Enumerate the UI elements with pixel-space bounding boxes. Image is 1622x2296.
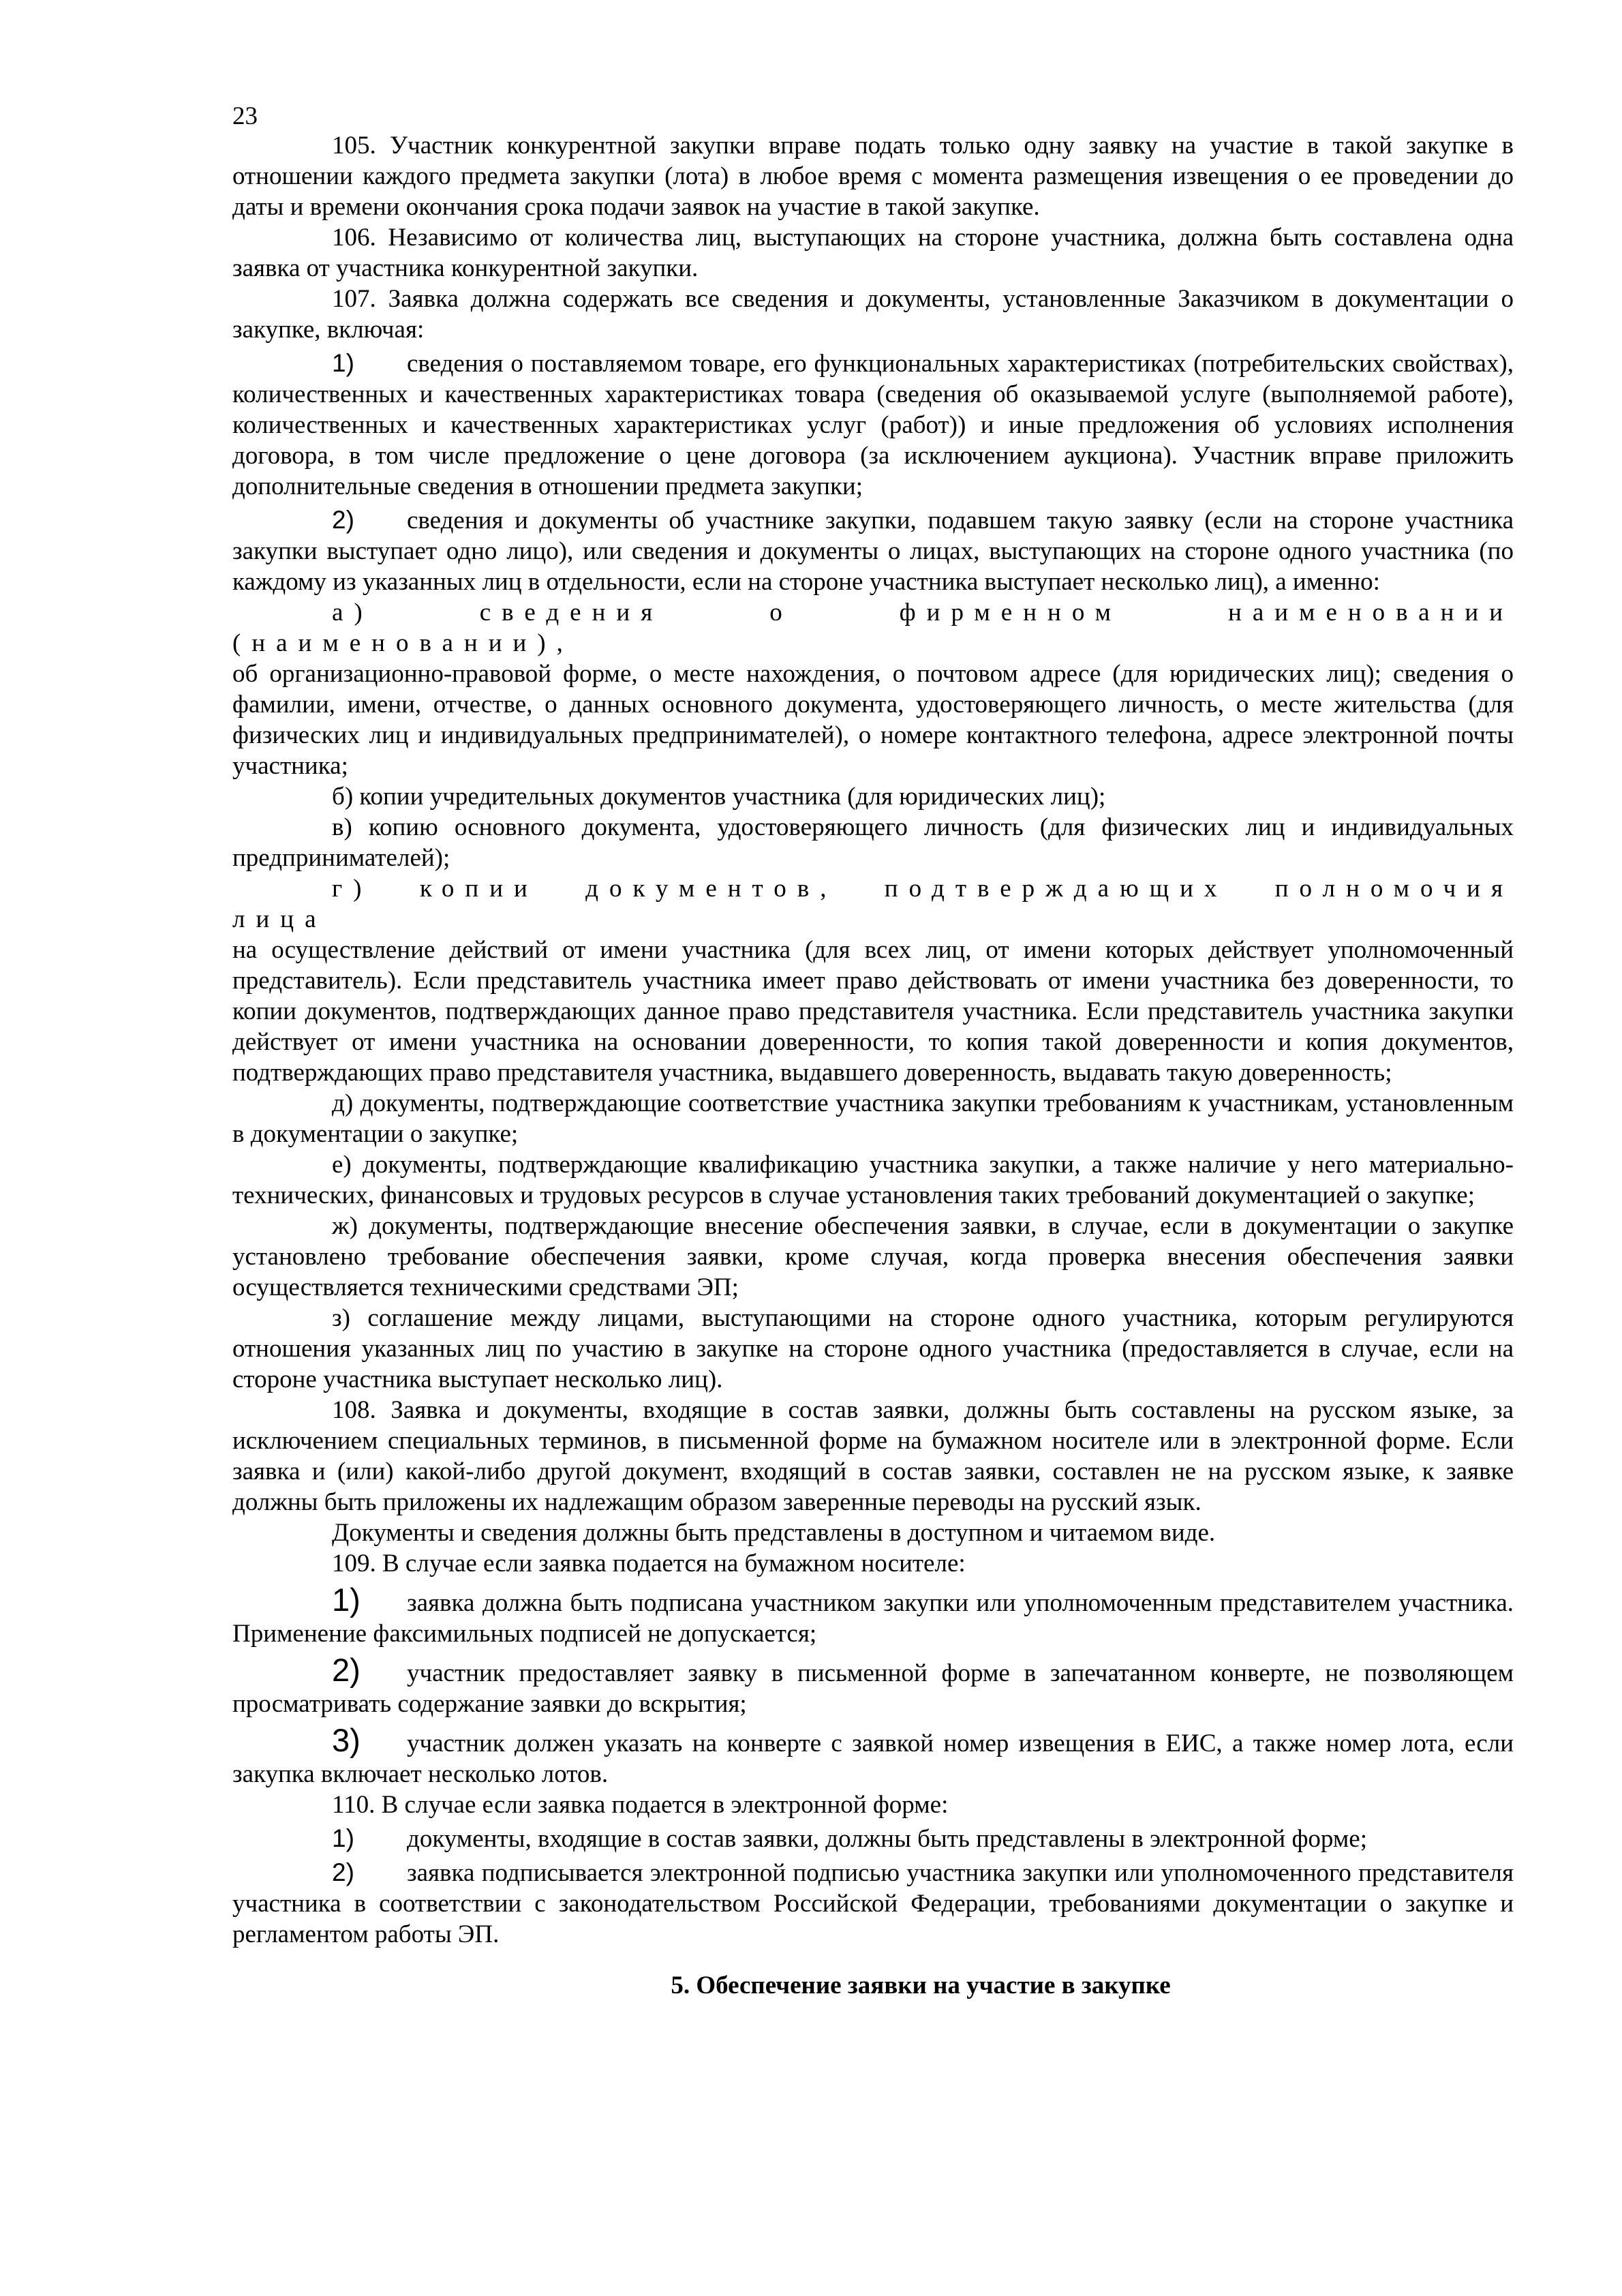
list-item — [232, 1649, 1514, 1719]
paragraph: е) документы, подтверждающие квалификацию участника закупки, а также наличие у него материально-технических, финансовых и трудовых ресурсов в случае установления таких требований документацией о закупке; — [232, 1151, 1514, 1209]
list-item-number: 2) — [332, 1858, 354, 1886]
list-item — [232, 1854, 1514, 1950]
list-item-number: 2) — [332, 506, 354, 534]
paragraph: ж) документы, подтверждающие внесение обеспечения заявки, в случае, если в документации о закупке установлено требование обеспечения заявки, кроме случая, когда проверка внесения обеспечения заявки осуществляется техническими средствами ЭП; — [232, 1212, 1514, 1301]
spacer — [232, 1950, 1514, 1970]
paragraph: г) копии документов, подтверждающих полномочия лица — [232, 875, 1514, 933]
list-item-number: 1) — [332, 349, 354, 377]
list-item-text: заявка должна быть подписана участником закупки или уполномоченным представителем участника. Применение факсимильных подписей не допускается; — [232, 1589, 1514, 1648]
list-item-text: документы, входящие в состав заявки, должны быть представлены в электронной форме; — [407, 1825, 1367, 1853]
list-item-number: 2) — [332, 1652, 361, 1688]
list-item-number: 1) — [332, 1582, 361, 1618]
paragraph: з) соглашение между лицами, выступающими на стороне одного участника, которым регулируются отношения указанных лиц по участию в закупке на стороне одного участника (предоставляется в случае, если на стороне участника выступает несколько лиц). — [232, 1304, 1514, 1393]
paragraph: 109. В случае если заявка подается на бумажном носителе: — [332, 1550, 966, 1577]
list-item — [232, 345, 1514, 502]
paragraph: д) документы, подтверждающие соответствие участника закупки требованиям к участникам, установленным в документации о закупке; — [232, 1089, 1514, 1148]
list-item — [232, 1579, 1514, 1649]
paragraph: б) копии учредительных документов участника (для юридических лиц); — [332, 783, 1106, 811]
list-item-text: заявка подписывается электронной подписью участника закупки или уполномоченного представителя участника в соответствии с законодательством Российской Федерации, требованиями документации о закупке и регламентом работы ЭП. — [232, 1859, 1514, 1948]
paragraph: на осуществление действий от имени участника (для всех лиц, от имени которых действует уполномоченный представитель). Если представитель участника имеет право действовать от имени участника без доверенности, то копии документов, подтверждающих данное право представителя участника. Если представитель участника закупки действует от имени участника на основании доверенности, то копия такой доверенности и копия документов, подтверждающих право представителя участника, выдавшего доверенность, выдавать такую доверенность; — [232, 936, 1514, 1087]
list-item-text: сведения и документы об участнике закупки, подавшем такую заявку (если на стороне участника закупки выступает одно лицо), или сведения и документы о лицах, выступающих на стороне одного участника (по каждому из указанных лиц в отдельности, если на стороне участника выступает несколько лиц), а именно: — [232, 507, 1514, 596]
document-body — [232, 130, 1514, 2001]
section-heading: 5. Обеспечение заявки на участие в закупке — [671, 1972, 1171, 1999]
page-number: 23 — [232, 102, 258, 130]
paragraph: 106. Независимо от количества лиц, выступающих на стороне участника, должна быть составлена одна заявка от участника конкурентной закупки. — [232, 224, 1514, 282]
paragraph: Документы и сведения должны быть представлены в доступном и читаемом виде. — [332, 1519, 1216, 1547]
paragraph: 107. Заявка должна содержать все сведения и документы, установленные Заказчиком в документации о закупке, включая: — [232, 285, 1514, 344]
list-item-text: участник должен указать на конверте с заявкой номер извещения в ЕИС, а также номер лота, если закупка включает несколько лотов. — [232, 1729, 1514, 1788]
paragraph: а) сведения о фирменном наименовании (наименовании), — [232, 599, 1514, 657]
list-item — [232, 1820, 1514, 1854]
list-item-text: участник предоставляет заявку в письменной форме в запечатанном конверте, не позволяющем просматривать содержание заявки до вскрытия; — [232, 1659, 1514, 1718]
paragraph-list — [232, 130, 1514, 1950]
list-item-number: 3) — [332, 1722, 361, 1758]
paragraph: в) копию основного документа, удостоверяющего личность (для физических лиц и индивидуальных предпринимателей); — [232, 813, 1514, 872]
list-item — [232, 1719, 1514, 1789]
list-item-text: сведения о поставляемом товаре, его функциональных характеристиках (потребительских свойствах), количественных и качественных характеристиках товара (сведения об оказываемой услуге (выполняемой работе), количественных и качественных характеристиках услуг (работ)) и иные предложения об условиях исполнения договора, в том числе предложение о цене договора (за исключением аукциона). Участник вправе приложить дополнительные сведения в отношении предмета закупки; — [232, 350, 1514, 500]
paragraph: 108. Заявка и документы, входящие в состав заявки, должны быть составлены на русском языке, за исключением специальных терминов, в письменной форме на бумажном носителе или в электронной форме. Если заявка и (или) какой-либо другой документ, входящий в состав заявки, составлен не на русском языке, к заявке должны быть приложены их надлежащим образом заверенные переводы на русский язык. — [232, 1396, 1514, 1516]
paragraph: 105. Участник конкурентной закупки вправе подать только одну заявку на участие в такой закупке в отношении каждого предмета закупки (лота) в любое время с момента размещения извещения о ее проведении до даты и времени окончания срока подачи заявок на участие в такой закупке. — [232, 132, 1514, 221]
list-item-number: 1) — [332, 1824, 354, 1852]
list-item — [232, 502, 1514, 597]
paragraph: об организационно-правовой форме, о месте нахождения, о почтовом адресе (для юридических лиц); сведения о фамилии, имени, отчестве, о данных основного документа, удостоверяющего личность, о месте жительства (для физических лиц и индивидуальных предпринимателей), о номере контактного телефона, адресе электронной почты участника; — [232, 660, 1514, 780]
paragraph: 110. В случае если заявка подается в электронной форме: — [332, 1791, 949, 1819]
